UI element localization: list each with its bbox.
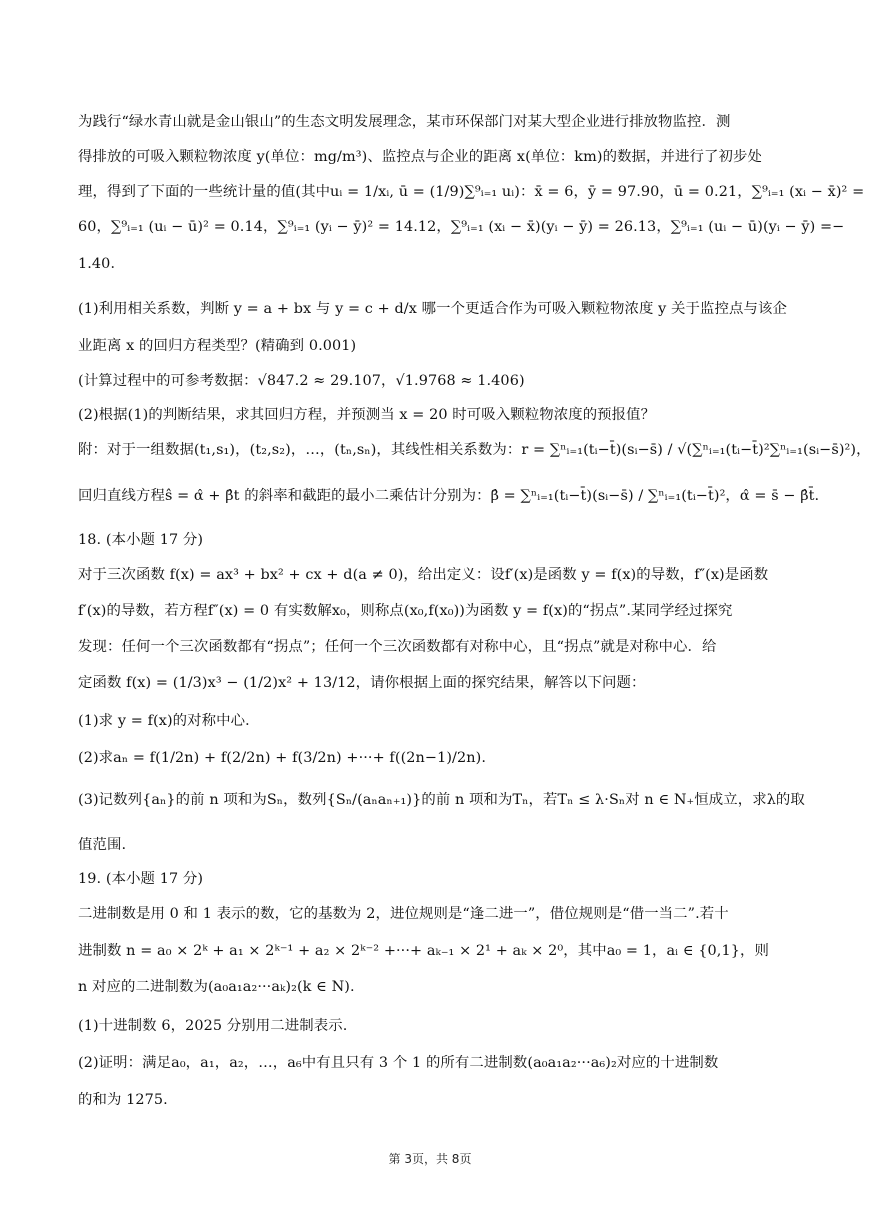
problem-17-stem-line-5: 1.40． (78, 256, 125, 272)
problem-17-stem-line-2: 得排放的可吸入颗粒物浓度 y(单位：mg/m³)、监控点与企业的距离 x(单位：km)的数据，并进行了初步处 (78, 149, 762, 165)
problem-18-question-3-line-2: 值范围. (78, 837, 127, 853)
problem-17-stem-line-4: 60，∑⁹ᵢ₌₁ (uᵢ − ū)² = 0.14，∑⁹ᵢ₌₁ (yᵢ − ȳ)² = 14.12，∑⁹ᵢ₌₁ (xᵢ − x̄)(yᵢ − ȳ) = 26.13，∑⁹ᵢ₌₁ (uᵢ − ū)(yᵢ − ȳ) =− (78, 219, 845, 235)
problem-18-stem-line-4: 定函数 f(x) = (1/3)x³ − (1/2)x² + 13/12，请你根据上面的探究结果，解答以下问题： (78, 675, 646, 691)
problem-19-stem-line-1: 二进制数是用 0 和 1 表示的数，它的基数为 2，进位规则是“逢二进一”，借位规则是“借一当二”.若十 (78, 906, 729, 922)
problem-19-stem-line-3: n 对应的二进制数为(a₀a₁a₂···aₖ)₂(k ∈ N). (78, 979, 355, 995)
problem-18-stem-line-1: 对于三次函数 f(x) = ax³ + bx² + cx + d(a ≠ 0)，给出定义：设f′(x)是函数 y = f(x)的导数，f″(x)是函数 (78, 567, 769, 583)
problem-18-question-1: (1)求 y = f(x)的对称中心． (78, 713, 260, 729)
problem-18-question-2: (2)求aₙ = f(1/2n) + f(2/2n) + f(3/2n) +···+ f((2n−1)/2n). (78, 750, 487, 766)
problem-18-header: 18. (本小题 17 分) (78, 532, 204, 548)
problem-17-stem-line-3: 理，得到了下面的一些统计量的值(其中uᵢ = 1/xᵢ, ū = (1/9)∑⁹ᵢ₌₁ uᵢ)：x̄ = 6，ȳ = 97.90，ū = 0.21，∑⁹ᵢ₌₁ (xᵢ − x̄)² = (78, 184, 865, 200)
problem-18-stem-line-3: 发现：任何一个三次函数都有“拐点”；任何一个三次函数都有对称中心，且“拐点”就是对称中心．给 (78, 639, 717, 655)
problem-18-stem-line-2: f′(x)的导数，若方程f″(x) = 0 有实数解x₀，则称点(x₀,f(x₀))为函数 y = f(x)的“拐点”.某同学经过探究 (78, 603, 733, 619)
problem-19-question-1: (1)十进制数 6，2025 分别用二进制表示. (78, 1018, 348, 1034)
problem-19-question-2-line-1: (2)证明：满足a₀，a₁，a₂，…，a₆中有且只有 3 个 1 的所有二进制数(a₀a₁a₂···a₆)₂对应的十进制数 (78, 1055, 719, 1071)
page-footer: 第 3页，共 8页 (388, 1152, 472, 1166)
problem-17-appendix-regression: 回归直线方程ŝ = α̂ + β̂t 的斜率和截距的最小二乘估计分别为：β̂ = ∑ⁿᵢ₌₁(tᵢ−t̄)(sᵢ−s̄) / ∑ⁿᵢ₌₁(tᵢ−t̄)²，α̂ = s̄ − β̂t̄. (78, 488, 820, 504)
problem-17-question-2: (2)根据(1)的判断结果，求其回归方程，并预测当 x = 20 时可吸入颗粒物浓度的预报值？ (78, 407, 656, 423)
problem-17-appendix-correlation: 附：对于一组数据(t₁,s₁)，(t₂,s₂)，…，(tₙ,sₙ)，其线性相关系数为：r = ∑ⁿᵢ₌₁(tᵢ−t̄)(sᵢ−s̄) / √(∑ⁿᵢ₌₁(tᵢ−t̄)²∑ⁿᵢ₌₁(sᵢ−s̄)²)， (78, 442, 871, 458)
problem-19-header: 19. (本小题 17 分) (78, 871, 204, 887)
problem-17-hint: (计算过程中的可参考数据：√847.2 ≈ 29.107，√1.9768 ≈ 1.406) (78, 373, 525, 389)
problem-17-question-1-line-2: 业距离 x 的回归方程类型？(精确到 0.001) (78, 338, 357, 354)
problem-17-question-1-line-1: (1)利用相关系数，判断 y = a + bx 与 y = c + d/x 哪一个更适合作为可吸入颗粒物浓度 y 关于监控点与该企 (78, 301, 787, 317)
problem-19-question-2-line-2: 的和为 1275. (78, 1092, 168, 1108)
problem-17-stem-line-1: 为践行“绿水青山就是金山银山”的生态文明发展理念，某市环保部门对某大型企业进行排放物监控．测 (78, 114, 731, 130)
problem-19-stem-line-2: 进制数 n = a₀ × 2ᵏ + a₁ × 2ᵏ⁻¹ + a₂ × 2ᵏ⁻² +···+ aₖ₋₁ × 2¹ + aₖ × 2⁰，其中a₀ = 1，aᵢ ∈ {0,1}，则 (78, 943, 769, 959)
problem-18-question-3-line-1: (3)记数列{aₙ}的前 n 项和为Sₙ，数列{Sₙ/(aₙaₙ₊₁)}的前 n 项和为Tₙ，若Tₙ ≤ λ·Sₙ对 n ∈ N₊恒成立，求λ的取 (78, 792, 805, 808)
